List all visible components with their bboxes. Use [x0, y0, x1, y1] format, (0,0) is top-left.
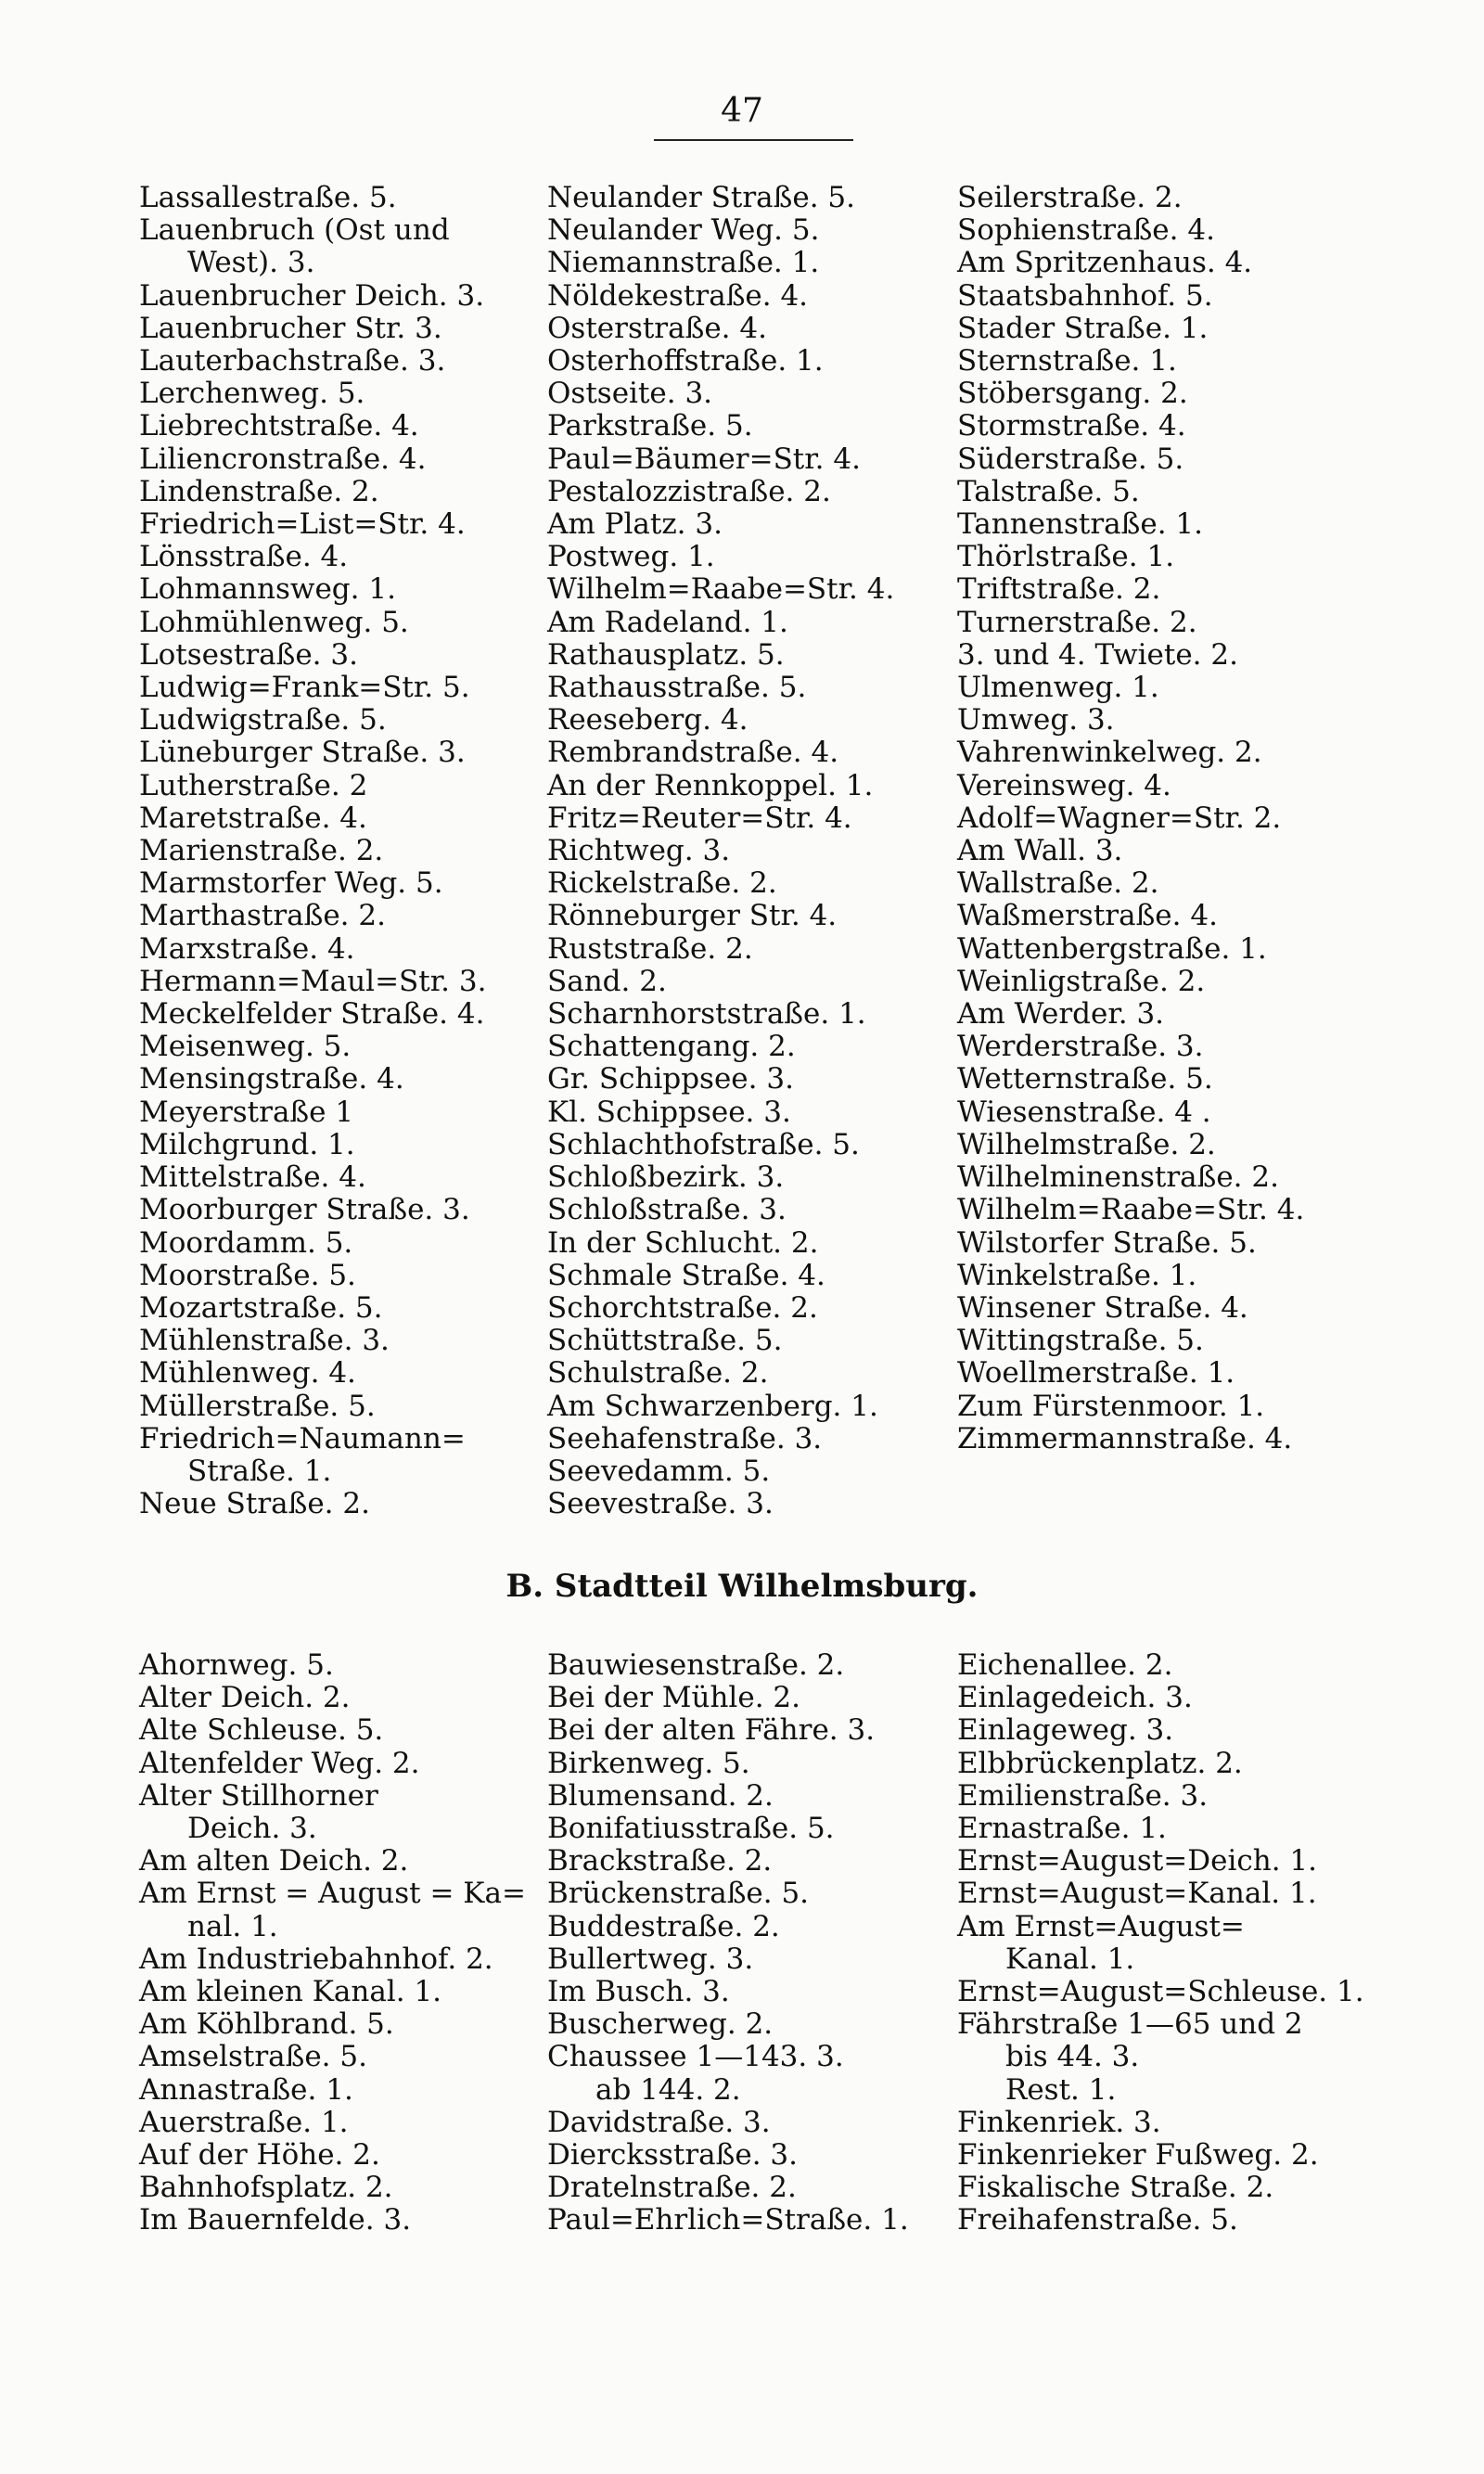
street-entry: Einlageweg. 3.: [957, 1713, 1174, 1748]
street-entry: Am Ernst = August = Ka=: [139, 1877, 526, 1911]
street-entry: Mühlenstraße. 3.: [139, 1324, 390, 1358]
street-entry: Lerchenweg. 5.: [139, 377, 365, 411]
street-entry: Triftstraße. 2.: [957, 572, 1161, 607]
section-b-column-2: [547, 1649, 909, 2237]
street-entry: Bullertweg. 3.: [547, 1942, 754, 1976]
street-entry: Lauenbrucher Deich. 3.: [139, 278, 485, 313]
street-entry: Stader Straße. 1.: [957, 311, 1209, 345]
street-entry: Rest. 1.: [1005, 2072, 1117, 2107]
street-entry: Rathausplatz. 5.: [547, 637, 785, 672]
street-entry: Lüneburger Straße. 3.: [139, 736, 466, 770]
street-entry: Wilhelminenstraße. 2.: [957, 1160, 1279, 1195]
street-entry: Stöbersgang. 2.: [957, 377, 1188, 411]
street-entry: Lotsestraße. 3.: [139, 637, 358, 672]
street-entry: Marxstraße. 4.: [139, 931, 355, 966]
street-entry: Staatsbahnhof. 5.: [957, 278, 1213, 313]
street-entry: Osterstraße. 4.: [547, 311, 767, 345]
street-entry: Brackstraße. 2.: [547, 1844, 773, 1878]
street-entry: Lassallestraße. 5.: [139, 181, 397, 214]
street-entry: Seehafenstraße. 3.: [547, 1421, 823, 1455]
street-entry: Ernastraße. 1.: [957, 1812, 1167, 1846]
street-entry: Moorburger Straße. 3.: [139, 1193, 470, 1227]
street-entry: Auf der Höhe. 2.: [139, 2138, 380, 2173]
page-number: 47: [721, 92, 763, 130]
street-entry: Finkenriek. 3.: [957, 2105, 1161, 2139]
street-entry: Eichenallee. 2.: [957, 1648, 1173, 1682]
street-entry: Vahrenwinkelweg. 2.: [957, 736, 1262, 770]
street-entry: Milchgrund. 1.: [139, 1127, 355, 1161]
street-entry: Am Ernst=August=: [957, 1909, 1245, 1943]
street-entry: Altenfelder Weg. 2.: [139, 1746, 420, 1780]
street-entry: Liliencronstraße. 4.: [139, 442, 427, 476]
street-entry: Lindenstraße. 2.: [139, 474, 379, 508]
street-entry: Seevedamm. 5.: [547, 1454, 771, 1488]
street-entry: Postweg. 1.: [547, 540, 715, 574]
street-entry: Marthastraße. 2.: [139, 899, 386, 933]
street-entry: Scharnhorststraße. 1.: [547, 997, 866, 1032]
street-entry: Am Schwarzenberg. 1.: [547, 1389, 878, 1423]
street-entry: Brückenstraße. 5.: [547, 1877, 810, 1911]
street-entry: Fährstraße 1—65 und 2: [957, 2007, 1303, 2042]
street-entry: Schorchtstraße. 2.: [547, 1290, 818, 1325]
street-entry: Ahornweg. 5.: [139, 1648, 334, 1682]
street-entry: bis 44. 3.: [1005, 2040, 1140, 2074]
street-entry: Wilhelm=Raabe=Str. 4.: [957, 1193, 1305, 1227]
street-entry: In der Schlucht. 2.: [547, 1225, 819, 1260]
street-entry: Sand. 2.: [547, 964, 667, 998]
street-entry: Gr. Schippsee. 3.: [547, 1062, 794, 1096]
street-entry: Buscherweg. 2.: [547, 2007, 774, 2042]
street-entry: Wittingstraße. 5.: [957, 1324, 1204, 1358]
street-entry: Am kleinen Kanal. 1.: [139, 1975, 442, 2009]
street-entry: Alter Deich. 2.: [139, 1681, 351, 1715]
street-entry: 3. und 4. Twiete. 2.: [957, 637, 1238, 672]
street-entry: Seilerstraße. 2.: [957, 181, 1183, 214]
street-entry: Dratelnstraße. 2.: [547, 2171, 797, 2205]
street-entry: Wattenbergstraße. 1.: [957, 931, 1267, 966]
street-entry: Bahnhofsplatz. 2.: [139, 2171, 393, 2205]
street-entry: Sophienstraße. 4.: [957, 213, 1215, 248]
street-entry: Kanal. 1.: [1005, 1942, 1135, 1976]
street-entry: Neulander Weg. 5.: [547, 213, 820, 248]
street-entry: Ludwigstraße. 5.: [139, 703, 387, 737]
street-entry: Winsener Straße. 4.: [957, 1290, 1248, 1325]
street-entry: Schloßstraße. 3.: [547, 1193, 787, 1227]
street-entry: Winkelstraße. 1.: [957, 1258, 1197, 1292]
street-entry: Zum Fürstenmoor. 1.: [957, 1389, 1265, 1423]
street-entry: Fiskalische Straße. 2.: [957, 2171, 1274, 2205]
street-entry: Bei der alten Fähre. 3.: [547, 1713, 876, 1748]
street-entry: Weinligstraße. 2.: [957, 964, 1206, 998]
street-entry: Ernst=August=Schleuse. 1.: [957, 1975, 1364, 2009]
street-entry: Birkenweg. 5.: [547, 1746, 750, 1780]
section-a-column-3: [957, 182, 1304, 1455]
street-entry: Am Wall. 3.: [957, 834, 1123, 868]
street-entry: Rickelstraße. 2.: [547, 866, 777, 901]
street-entry: Einlagedeich. 3.: [957, 1681, 1193, 1715]
street-entry: Talstraße. 5.: [957, 474, 1140, 508]
street-entry: Werderstraße. 3.: [957, 1030, 1204, 1064]
street-entry: Hermann=Maul=Str. 3.: [139, 964, 487, 998]
street-entry: Davidstraße. 3.: [547, 2105, 771, 2139]
street-entry: Woellmerstraße. 1.: [957, 1356, 1235, 1391]
street-entry: Amselstraße. 5.: [139, 2040, 367, 2074]
street-entry: Paul=Ehrlich=Straße. 1.: [547, 2203, 909, 2237]
street-entry: Deich. 3.: [187, 1812, 317, 1846]
street-entry: Zimmermannstraße. 4.: [957, 1421, 1293, 1455]
section-b-column-3: [957, 1649, 1364, 2237]
street-entry: Turnerstraße. 2.: [957, 605, 1197, 639]
street-entry: West). 3.: [187, 246, 315, 280]
street-entry: Pestalozzistraße. 2.: [547, 474, 831, 508]
street-entry: Annastraße. 1.: [139, 2072, 353, 2107]
street-entry: Müllerstraße. 5.: [139, 1389, 376, 1423]
section-b-title: B. Stadtteil Wilhelmsburg.: [505, 1568, 979, 1605]
street-entry: Meisenweg. 5.: [139, 1030, 352, 1064]
street-entry: Ostseite. 3.: [547, 377, 713, 411]
street-entry: Schattengang. 2.: [547, 1030, 796, 1064]
street-entry: Parkstraße. 5.: [547, 409, 753, 443]
street-entry: Friedrich=Naumann=: [139, 1421, 466, 1455]
section-a-column-2: [547, 182, 894, 1520]
street-entry: Neulander Straße. 5.: [547, 181, 855, 214]
street-entry: Rembrandstraße. 4.: [547, 736, 839, 770]
street-entry: Schulstraße. 2.: [547, 1356, 769, 1391]
street-entry: Bonifatiusstraße. 5.: [547, 1812, 835, 1846]
street-entry: Wallstraße. 2.: [957, 866, 1159, 901]
street-entry: Buddestraße. 2.: [547, 1909, 780, 1943]
street-entry: Osterhoffstraße. 1.: [547, 344, 824, 378]
street-entry: Auerstraße. 1.: [139, 2105, 349, 2139]
street-entry: Diercksstraße. 3.: [547, 2138, 798, 2173]
street-entry: Lohmannsweg. 1.: [139, 572, 396, 607]
street-entry: Mühlenweg. 4.: [139, 1356, 356, 1391]
street-entry: Niemannstraße. 1.: [547, 246, 820, 280]
street-entry: Bei der Mühle. 2.: [547, 1681, 800, 1715]
street-entry: Emilienstraße. 3.: [957, 1778, 1209, 1813]
street-entry: Wiesenstraße. 4 .: [957, 1095, 1211, 1129]
street-entry: Seevestraße. 3.: [547, 1487, 774, 1521]
street-entry: Neue Straße. 2.: [139, 1487, 370, 1521]
street-entry: Tannenstraße. 1.: [957, 507, 1203, 542]
street-entry: Meckelfelder Straße. 4.: [139, 997, 485, 1032]
street-entry: Moordamm. 5.: [139, 1225, 353, 1260]
street-entry: Ruststraße. 2.: [547, 931, 753, 966]
street-entry: Nöldekestraße. 4.: [547, 278, 809, 313]
street-entry: Chaussee 1—143. 3.: [547, 2040, 844, 2074]
street-entry: Umweg. 3.: [957, 703, 1115, 737]
street-entry: Adolf=Wagner=Str. 2.: [957, 801, 1282, 835]
street-entry: Marienstraße. 2.: [139, 834, 384, 868]
street-entry: Lauenbruch (Ost und: [139, 213, 450, 248]
street-entry: Richtweg. 3.: [547, 834, 731, 868]
street-entry: Waßmerstraße. 4.: [957, 899, 1218, 933]
street-entry: Schmale Straße. 4.: [547, 1258, 825, 1292]
street-entry: Bauwiesenstraße. 2.: [547, 1648, 845, 1682]
street-entry: Thörlstraße. 1.: [957, 540, 1175, 574]
street-entry: Wilhelm=Raabe=Str. 4.: [547, 572, 895, 607]
street-entry: Am alten Deich. 2.: [139, 1844, 409, 1878]
street-entry: Reeseberg. 4.: [547, 703, 748, 737]
street-entry: Ernst=August=Deich. 1.: [957, 1844, 1317, 1878]
street-entry: Lutherstraße. 2: [139, 768, 368, 802]
street-entry: Wilstorfer Straße. 5.: [957, 1225, 1257, 1260]
street-entry: Meyerstraße 1: [139, 1095, 354, 1129]
street-entry: Kl. Schippsee. 3.: [547, 1095, 791, 1129]
street-entry: Am Spritzenhaus. 4.: [957, 246, 1253, 280]
street-entry: Ernst=August=Kanal. 1.: [957, 1877, 1317, 1911]
street-entry: Am Radeland. 1.: [547, 605, 788, 639]
street-entry: Sternstraße. 1.: [957, 344, 1177, 378]
street-entry: Moorstraße. 5.: [139, 1258, 356, 1292]
street-entry: Marmstorfer Weg. 5.: [139, 866, 443, 901]
street-entry: Friedrich=List=Str. 4.: [139, 507, 466, 542]
street-entry: Straße. 1.: [187, 1454, 332, 1488]
street-entry: Wilhelmstraße. 2.: [957, 1127, 1216, 1161]
street-entry: Schlachthofstraße. 5.: [547, 1127, 860, 1161]
section-a-column-1: [139, 182, 486, 1520]
street-entry: Rathausstraße. 5.: [547, 671, 807, 705]
street-entry: Am Platz. 3.: [547, 507, 723, 542]
street-entry: Lohmühlenweg. 5.: [139, 605, 409, 639]
street-entry: Lauenbrucher Str. 3.: [139, 311, 442, 345]
street-entry: Im Bauernfelde. 3.: [139, 2203, 412, 2237]
street-entry: Liebrechtstraße. 4.: [139, 409, 419, 443]
street-entry: Mozartstraße. 5.: [139, 1290, 383, 1325]
street-entry: Finkenrieker Fußweg. 2.: [957, 2138, 1319, 2173]
street-entry: Im Busch. 3.: [547, 1975, 730, 2009]
section-b-column-1: [139, 1649, 526, 2237]
street-entry: Vereinsweg. 4.: [957, 768, 1171, 802]
street-entry: Blumensand. 2.: [547, 1778, 774, 1813]
street-entry: Ulmenweg. 1.: [957, 671, 1159, 705]
street-entry: Stormstraße. 4.: [957, 409, 1186, 443]
street-entry: An der Rennkoppel. 1.: [547, 768, 874, 802]
street-entry: Am Werder. 3.: [957, 997, 1165, 1032]
street-entry: Mittelstraße. 4.: [139, 1160, 366, 1195]
street-entry: Elbbrückenplatz. 2.: [957, 1746, 1243, 1780]
street-entry: Am Industriebahnhof. 2.: [139, 1942, 493, 1976]
street-entry: Mensingstraße. 4.: [139, 1062, 404, 1096]
street-entry: Maretstraße. 4.: [139, 801, 367, 835]
street-entry: ab 144. 2.: [595, 2072, 741, 2107]
street-entry: Alter Stillhorner: [139, 1778, 378, 1813]
street-entry: Alte Schleuse. 5.: [139, 1713, 384, 1748]
street-entry: Lauterbachstraße. 3.: [139, 344, 446, 378]
street-entry: Wetternstraße. 5.: [957, 1062, 1213, 1096]
street-entry: Paul=Bäumer=Str. 4.: [547, 442, 861, 476]
street-entry: Fritz=Reuter=Str. 4.: [547, 801, 852, 835]
street-entry: Am Köhlbrand. 5.: [139, 2007, 394, 2042]
street-entry: Schüttstraße. 5.: [547, 1324, 783, 1358]
street-entry: Freihafenstraße. 5.: [957, 2203, 1238, 2237]
street-entry: Rönneburger Str. 4.: [547, 899, 838, 933]
street-entry: Ludwig=Frank=Str. 5.: [139, 671, 470, 705]
street-entry: Schloßbezirk. 3.: [547, 1160, 785, 1195]
street-entry: Süderstraße. 5.: [957, 442, 1184, 476]
header-rule: [654, 139, 853, 141]
street-entry: Lönsstraße. 4.: [139, 540, 349, 574]
street-entry: nal. 1.: [187, 1909, 278, 1943]
